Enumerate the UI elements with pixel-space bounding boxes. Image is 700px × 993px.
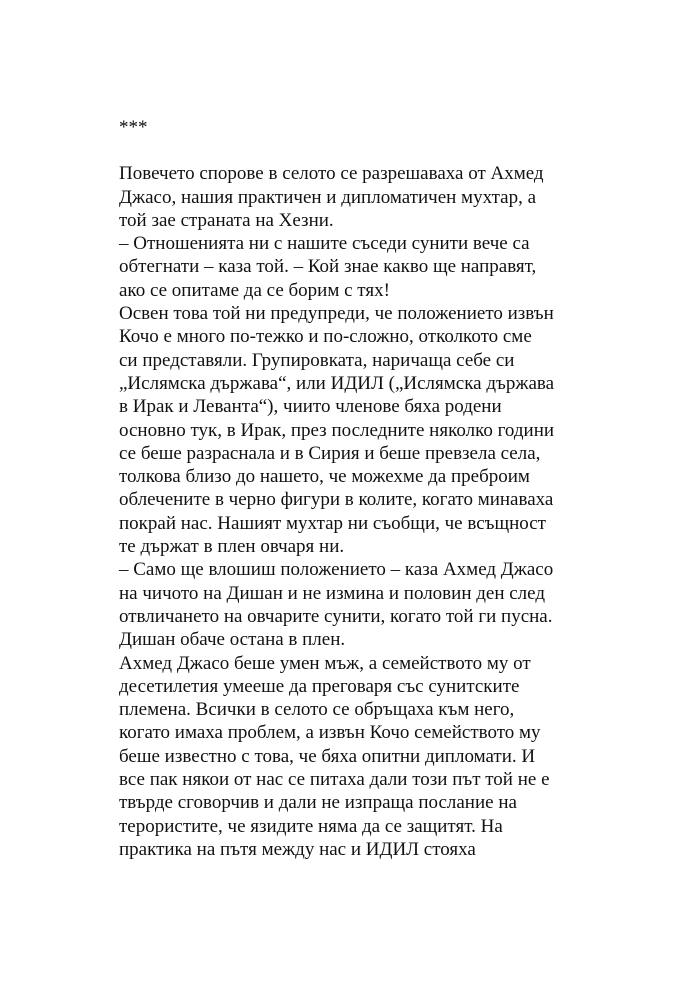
paragraph-lines xyxy=(119,162,619,861)
text-line: – Само ще влошиш положението – каза Ахмед Джасо xyxy=(119,559,554,581)
text-line: десетилетия умееше да преговаря със сунитските xyxy=(119,675,520,697)
text-line: когато имаха проблем, а извън Кочо семейството му xyxy=(119,722,541,744)
text-line: покрай нас. Нашият мухтар ни съобщи, че всъщност xyxy=(119,512,546,534)
text-line: в Ирак и Леванта“), чиито членове бяха родени xyxy=(119,396,502,418)
text-line: отвличането на овчарите сунити, когато той ги пусна. xyxy=(119,605,553,627)
text-line: на чичото на Дишан и не измина и половин ден след xyxy=(119,582,546,604)
text-line: обтегнати – каза той. – Кой знае какво ще направят, xyxy=(119,256,537,278)
text-line: Освен това той ни предупреди, че положението извън xyxy=(119,303,554,325)
text-line: си представяли. Групировката, наричаща себе си xyxy=(119,349,515,371)
text-line: все пак някои от нас се питаха дали този път той не е xyxy=(119,769,550,791)
text-line: се беше разраснала и в Сирия и беше превзела села, xyxy=(119,442,541,464)
text-line: беше известно с това, че бяха опитни дипломати. И xyxy=(119,745,536,767)
text-line: ако се опитаме да се борим с тях! xyxy=(119,279,390,301)
text-line: Ахмед Джасо беше умен мъж, а семейството му от xyxy=(119,652,531,674)
text-line: Дишан обаче остана в плен. xyxy=(119,629,346,651)
text-line: той зае страната на Хезни. xyxy=(119,209,334,231)
text-line: толкова близо до нашето, че можехме да преброим xyxy=(119,466,530,488)
section-separator: *** xyxy=(119,117,148,138)
body-text xyxy=(119,116,619,861)
text-line: Кочо е много по-тежко и по-сложно, отколкото сме xyxy=(119,326,532,348)
text-line: „Ислямска държава“, или ИДИЛ („Ислямска държава xyxy=(119,372,555,394)
text-line: Джасо, нашия практичен и дипломатичен мухтар, а xyxy=(119,186,537,208)
text-line: твърде сговорчив и дали не изпраща послание на xyxy=(119,792,517,814)
text-line: племена. Всички в селото се обръщаха към него, xyxy=(119,699,515,721)
text-line: терористите, че язидите няма да се защитят. На xyxy=(119,815,503,837)
text-line: Повечето спорове в селото се разрешаваха от Ахмед xyxy=(119,163,544,185)
text-line: практика на пътя между нас и ИДИЛ стояха xyxy=(119,838,476,860)
text-line: те държат в плен овчаря ни. xyxy=(119,536,345,558)
text-line: – Отношенията ни с нашите съседи сунити вече са xyxy=(119,233,530,255)
text-line: облечените в черно фигури в колите, когато минаваха xyxy=(119,489,554,511)
text-line: основно тук, в Ирак, през последните няколко години xyxy=(119,419,555,441)
